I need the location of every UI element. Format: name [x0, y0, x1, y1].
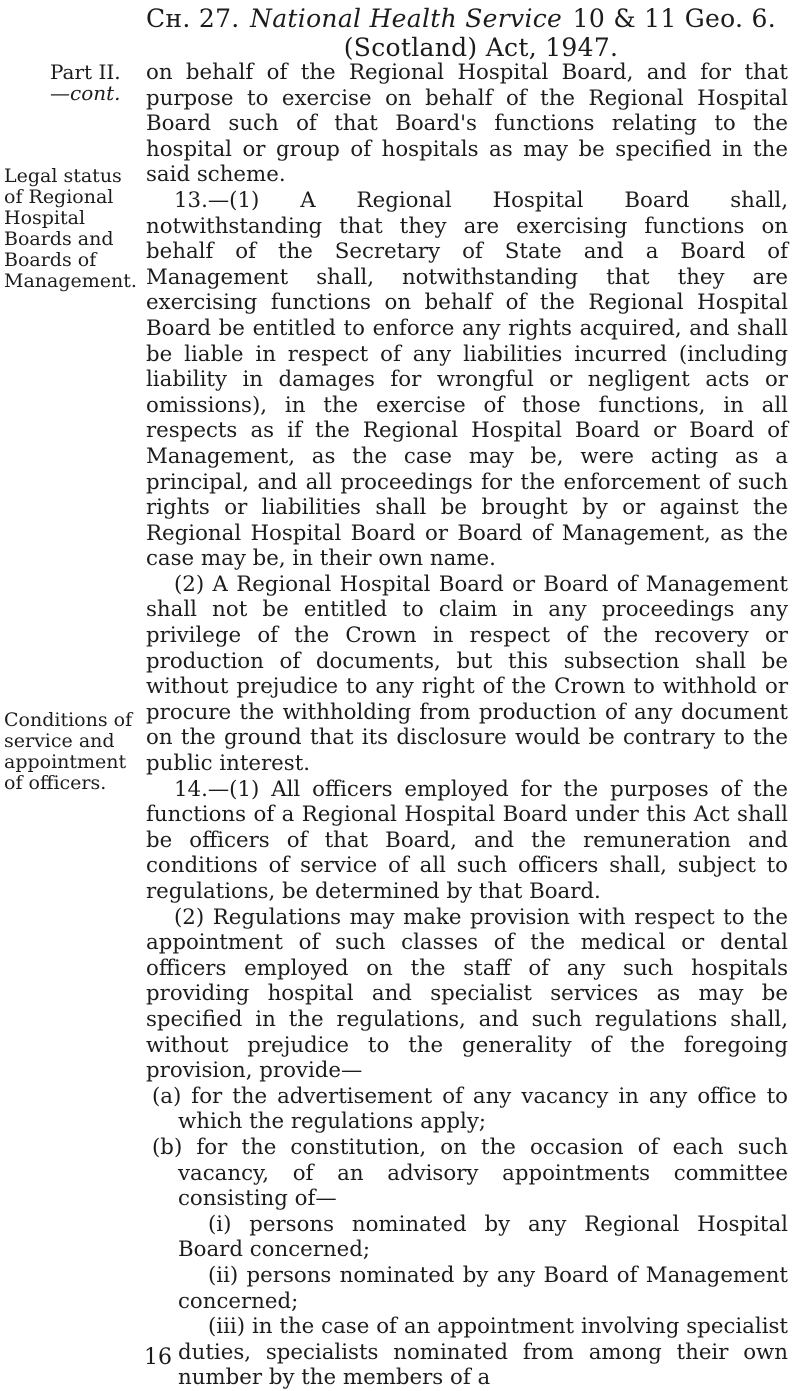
item-a: (a) for the advertisement of any vacancy in any office to which the regulations apply; [152, 1083, 788, 1135]
regnal-year: 10 & 11 Geo. 6. [572, 4, 776, 33]
page-number: 16 [144, 1345, 172, 1370]
subitem-i: (i) persons nominated by any Regional Hospital Board concerned; [178, 1211, 788, 1263]
item-b: (b) for the constitution, on the occasion of each such vacancy, of an advisory appointments committee consisting of— [152, 1134, 788, 1212]
section-14-1: 14.—(1) All officers employed for the purposes of the functions of a Regional Hospital Board under this Act shall be officers of that Board, and the remuneration and conditions of service of all such officers shall, subject to regulations, be determined by that Board. [146, 776, 788, 904]
margin-note-conditions: Conditions of service and appointment of officers. [4, 709, 133, 794]
subitem-ii: (ii) persons nominated by any Board of Management concerned; [178, 1262, 788, 1314]
paragraph: on behalf of the Regional Hospital Board, and for that purpose to exercise on behalf of the Regional Hospital Board such of that Board's functions relating to the hospital or group of hospitals as may be specified in the said scheme. [146, 60, 788, 188]
part-label: Part II. [50, 60, 121, 84]
running-header [146, 4, 776, 62]
section-13-1: 13.—(1) A Regional Hospital Board shall, notwithstanding that they are exercising functions on behalf of the Secretary of State and a Board of Management shall, notwithstanding that they are exercising functions on behalf of the Regional Hospital Board be entitled to enforce any rights acquired, and shall be liable in respect of any liabilities incurred (including liability in damages for wrongful or negligent acts or omissions), in the exercise of those functions, in all respects as if the Regional Hospital Board or Board of Management, as the case may be, were acting as a principal, and all proceedings for the enforcement of such rights or liabilities shall be brought by or against the Regional Hospital Board or Board of Management, as the case may be, in their own name. [146, 187, 788, 572]
act-title: National Health Service [250, 4, 563, 33]
cont-label: —cont. [50, 81, 121, 105]
subitem-iii: (iii) in the case of an appointment involving specialist duties, specialists nominated from among their own number by the members of a [178, 1314, 788, 1391]
section-13-2: (2) A Regional Hospital Board or Board of Management shall not be entitled to claim in any proceedings any privilege of the Crown in respect of the recovery or production of documents, but this subsection shall be without prejudice to any right of the Crown to withhold or procure the withholding from production of any document on the ground that its disclosure would be contrary to the public interest. [146, 571, 788, 777]
act-subtitle: (Scotland) Act, 1947. [343, 33, 619, 62]
body-text [146, 60, 788, 1391]
margin-note-legal-status: Legal status of Regional Hospital Boards and Boards of Management. [4, 165, 137, 292]
section-14-2: (2) Regulations may make provision with respect to the appointment of such classes of the medical or dental officers employed on the staff of any such hospitals providing hospital and specialist services as may be specified in the regulations, and such regulations shall, without prejudice to the generality of the foregoing provision, provide— [146, 904, 788, 1084]
chapter-number: Cн. 27. [146, 4, 240, 33]
margin-part-label [50, 62, 140, 104]
